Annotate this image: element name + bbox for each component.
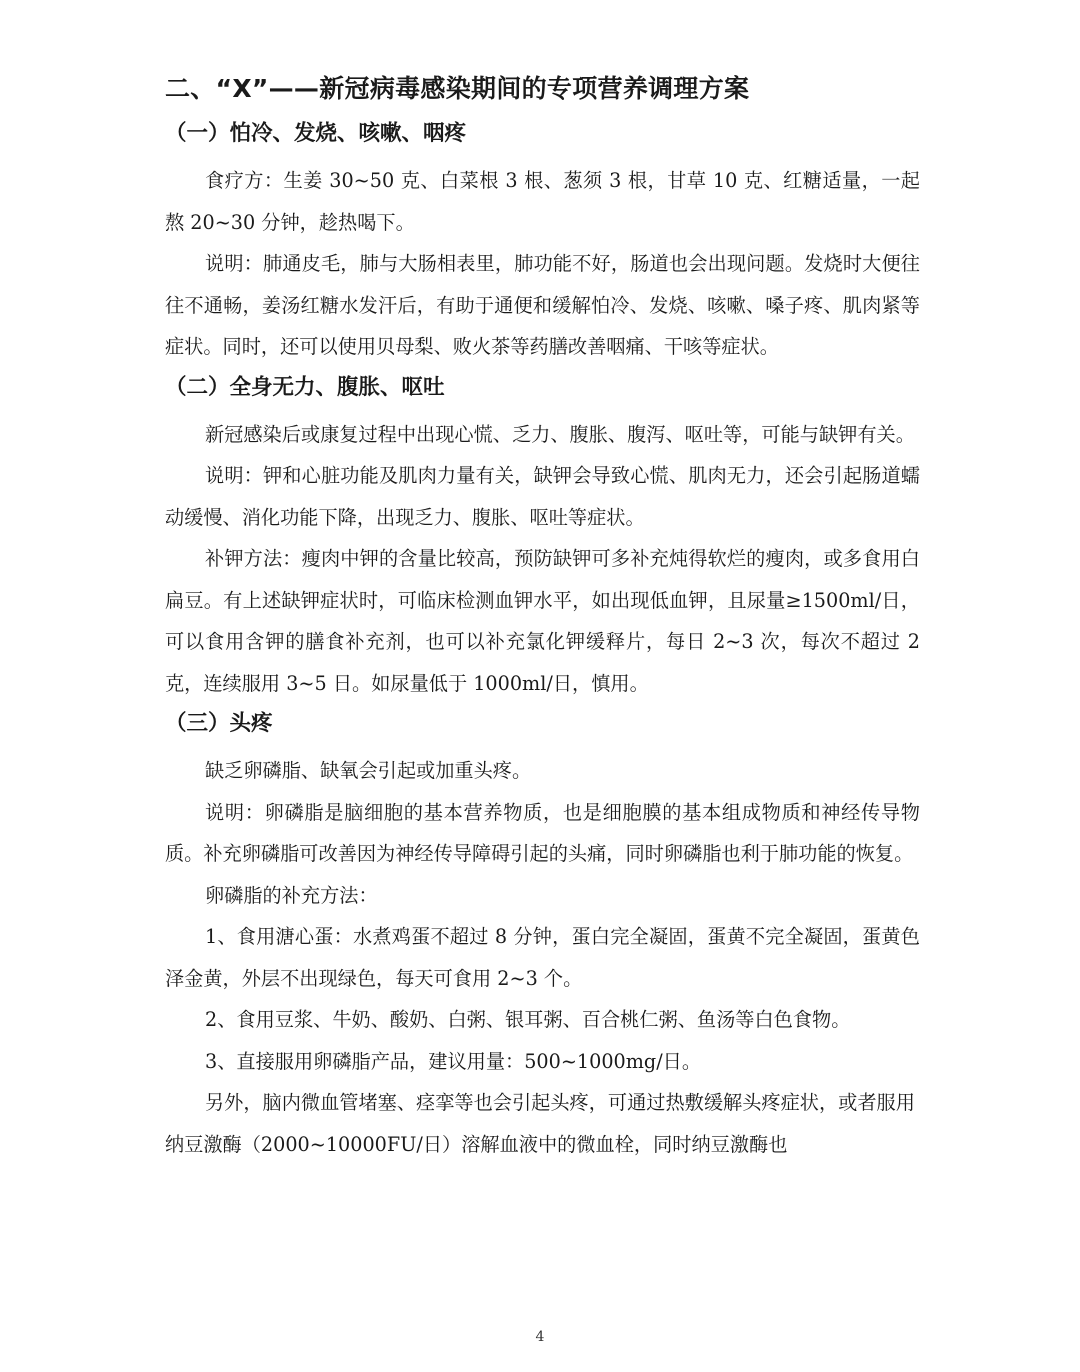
section-heading: （二）全身无力、腹胀、呕吐 [165, 374, 445, 400]
list-item: 1、食用溏心蛋：水煮鸡蛋不超过 8 分钟，蛋白完全凝固，蛋黄不完全凝固，蛋黄色泽金黄，外层不出现绿色，每天可食用 2~3 个。 [165, 925, 920, 990]
paragraph: 卵磷脂的补充方法： [205, 883, 378, 907]
paragraph: 说明：肺通皮毛，肺与大肠相表里，肺功能不好，肠道也会出现问题。发烧时大便往往不通畅，姜汤红糖水发汗后，有助于通便和缓解怕冷、发烧、咳嗽、嗓子疼、肌肉紧等症状。同时，还可以使用贝母梨、败火茶等药膳改善咽痛、干咳等症状。 [165, 252, 920, 358]
section-heading: （三）头疼 [165, 711, 273, 736]
paragraph: 说明：钾和心脏功能及肌肉力量有关，缺钾会导致心慌、肌肉无力，还会引起肠道蠕动缓慢、消化功能下降，出现乏力、腹胀、呕吐等症状。 [165, 464, 920, 529]
list-item: 3、直接服用卵磷脂产品，建议用量：500~1000mg/日。 [205, 1049, 702, 1073]
paragraph: 缺乏卵磷脂、缺氧会引起或加重头疼。 [205, 759, 532, 782]
page-title: 二、“X”——新冠病毒感染期间的专项营养调理方案 [165, 74, 750, 103]
paragraph: 食疗方：生姜 30~50 克、白菜根 3 根、葱须 3 根，甘草 10 克、红糖适量，一起熬 20~30 分钟，趁热喝下。 [165, 169, 920, 234]
page-number: 4 [535, 1329, 545, 1345]
list-item: 2、食用豆浆、牛奶、酸奶、白粥、银耳粥、百合桃仁粥、鱼汤等白色食物。 [205, 1008, 851, 1031]
section-heading: （一）怕冷、发烧、咳嗽、咽疼 [165, 121, 467, 146]
paragraph: 另外，脑内微血管堵塞、痉挛等也会引起头疼，可通过热敷缓解头疼症状，或者服用纳豆激酶（2000~10000FU/日）溶解血液中的微血栓，同时纳豆激酶也 [165, 1091, 915, 1156]
paragraph: 新冠感染后或康复过程中出现心慌、乏力、腹胀、腹泻、呕吐等，可能与缺钾有关。 [205, 422, 915, 446]
paragraph: 补钾方法：瘦肉中钾的含量比较高，预防缺钾可多补充炖得软烂的瘦肉，或多食用白扁豆。有上述缺钾症状时，可临床检测血钾水平，如出现低血钾，且尿量≥1500ml/日，可以食用含钾的膳食补充剂，也可以补充氯化钾缓释片，每日 2~3 次，每次不超过 2 克，连续服用 3~5 日。如尿量低于 1000ml/日，慎用。 [165, 547, 920, 695]
paragraph: 说明：卵磷脂是脑细胞的基本营养物质，也是细胞膜的基本组成物质和神经传导物质。补充卵磷脂可改善因为神经传导障碍引起的头痛，同时卵磷脂也利于肺功能的恢复。 [165, 800, 920, 865]
document-body [165, 68, 920, 1165]
